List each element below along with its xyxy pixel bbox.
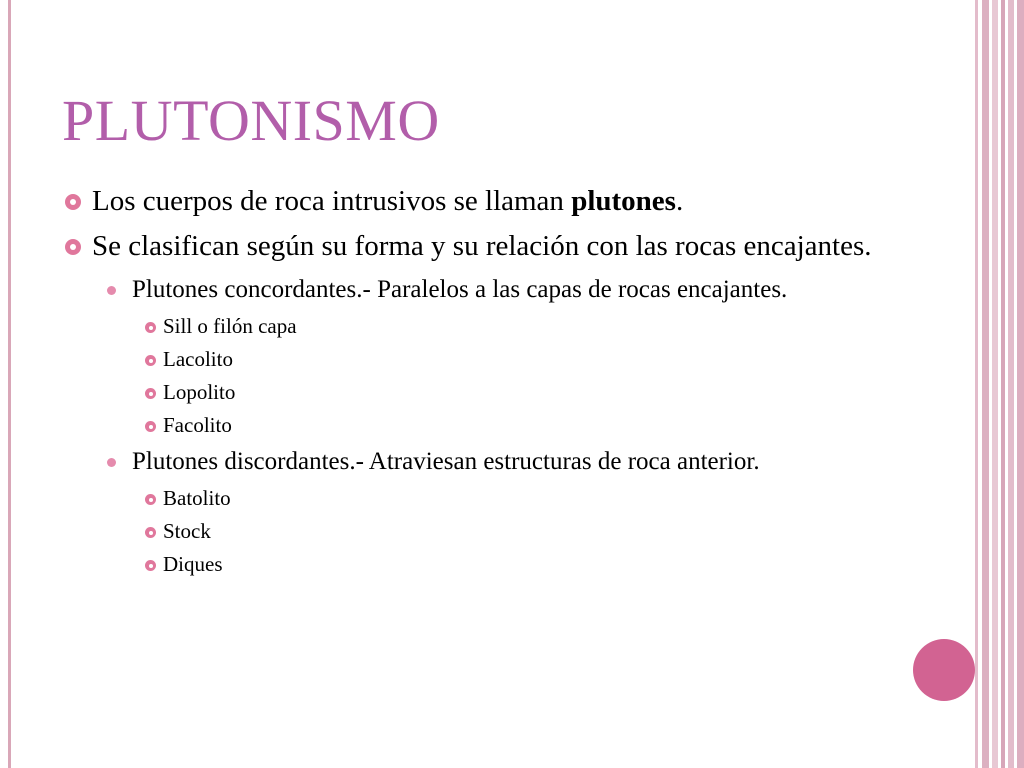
bullet-dot-icon bbox=[107, 286, 116, 295]
sub-sub-bullet-text: Stock bbox=[163, 519, 211, 543]
bullet-circle-icon bbox=[145, 494, 156, 505]
decorative-stripe bbox=[982, 0, 989, 768]
slide-content bbox=[0, 184, 900, 585]
bullet-circle-icon bbox=[145, 421, 156, 432]
sub-sub-bullet-item bbox=[0, 486, 900, 511]
bullet-circle-icon bbox=[145, 527, 156, 538]
bullet-circle-icon bbox=[145, 355, 156, 366]
decorative-stripe bbox=[1017, 0, 1024, 768]
bullet-text: Los cuerpos de roca intrusivos se llaman bbox=[92, 185, 572, 217]
bullet-circle-icon bbox=[65, 194, 81, 210]
bullet-bold-text: plutones bbox=[571, 185, 676, 217]
bullet-circle-icon bbox=[145, 560, 156, 571]
sub-sub-bullet-text: Lopolito bbox=[163, 380, 236, 404]
sub-bullet-item bbox=[0, 274, 832, 305]
bullet-item bbox=[0, 184, 882, 218]
accent-circle-decoration bbox=[913, 639, 975, 701]
bullet-text-end: . bbox=[675, 185, 684, 217]
decorative-stripe bbox=[1001, 0, 1005, 768]
bullet-dot-icon bbox=[107, 458, 116, 467]
sub-sub-bullet-item bbox=[0, 413, 900, 438]
decorative-stripe bbox=[992, 0, 998, 768]
sub-sub-bullet-item bbox=[0, 519, 900, 544]
sub-sub-bullet-item bbox=[0, 314, 900, 339]
sub-bullet-text: Plutones discordantes.- Atraviesan estructuras de roca anterior. bbox=[132, 448, 760, 475]
bullet-circle-icon bbox=[145, 388, 156, 399]
sub-sub-bullet-text: Lacolito bbox=[163, 347, 233, 371]
sub-sub-bullet-item bbox=[0, 380, 900, 405]
sub-sub-bullet-item bbox=[0, 347, 900, 372]
sub-bullet-item bbox=[0, 446, 832, 477]
sub-sub-bullet-item bbox=[0, 552, 900, 577]
sub-sub-bullet-text: Sill o filón capa bbox=[163, 314, 297, 338]
decorative-stripe bbox=[975, 0, 978, 768]
sub-bullet-text: Plutones concordantes.- Paralelos a las capas de rocas encajantes. bbox=[132, 276, 788, 303]
sub-sub-bullet-text: Diques bbox=[163, 552, 223, 576]
slide-title: PLUTONISMO bbox=[62, 88, 440, 153]
bullet-text: Se clasifican según su forma y su relación con las rocas encajantes. bbox=[92, 230, 872, 262]
decorative-stripe bbox=[1008, 0, 1014, 768]
bullet-circle-icon bbox=[65, 239, 81, 255]
sub-sub-bullet-text: Facolito bbox=[163, 413, 232, 437]
bullet-circle-icon bbox=[145, 322, 156, 333]
bullet-item bbox=[0, 229, 882, 263]
sub-sub-bullet-text: Batolito bbox=[163, 486, 231, 510]
